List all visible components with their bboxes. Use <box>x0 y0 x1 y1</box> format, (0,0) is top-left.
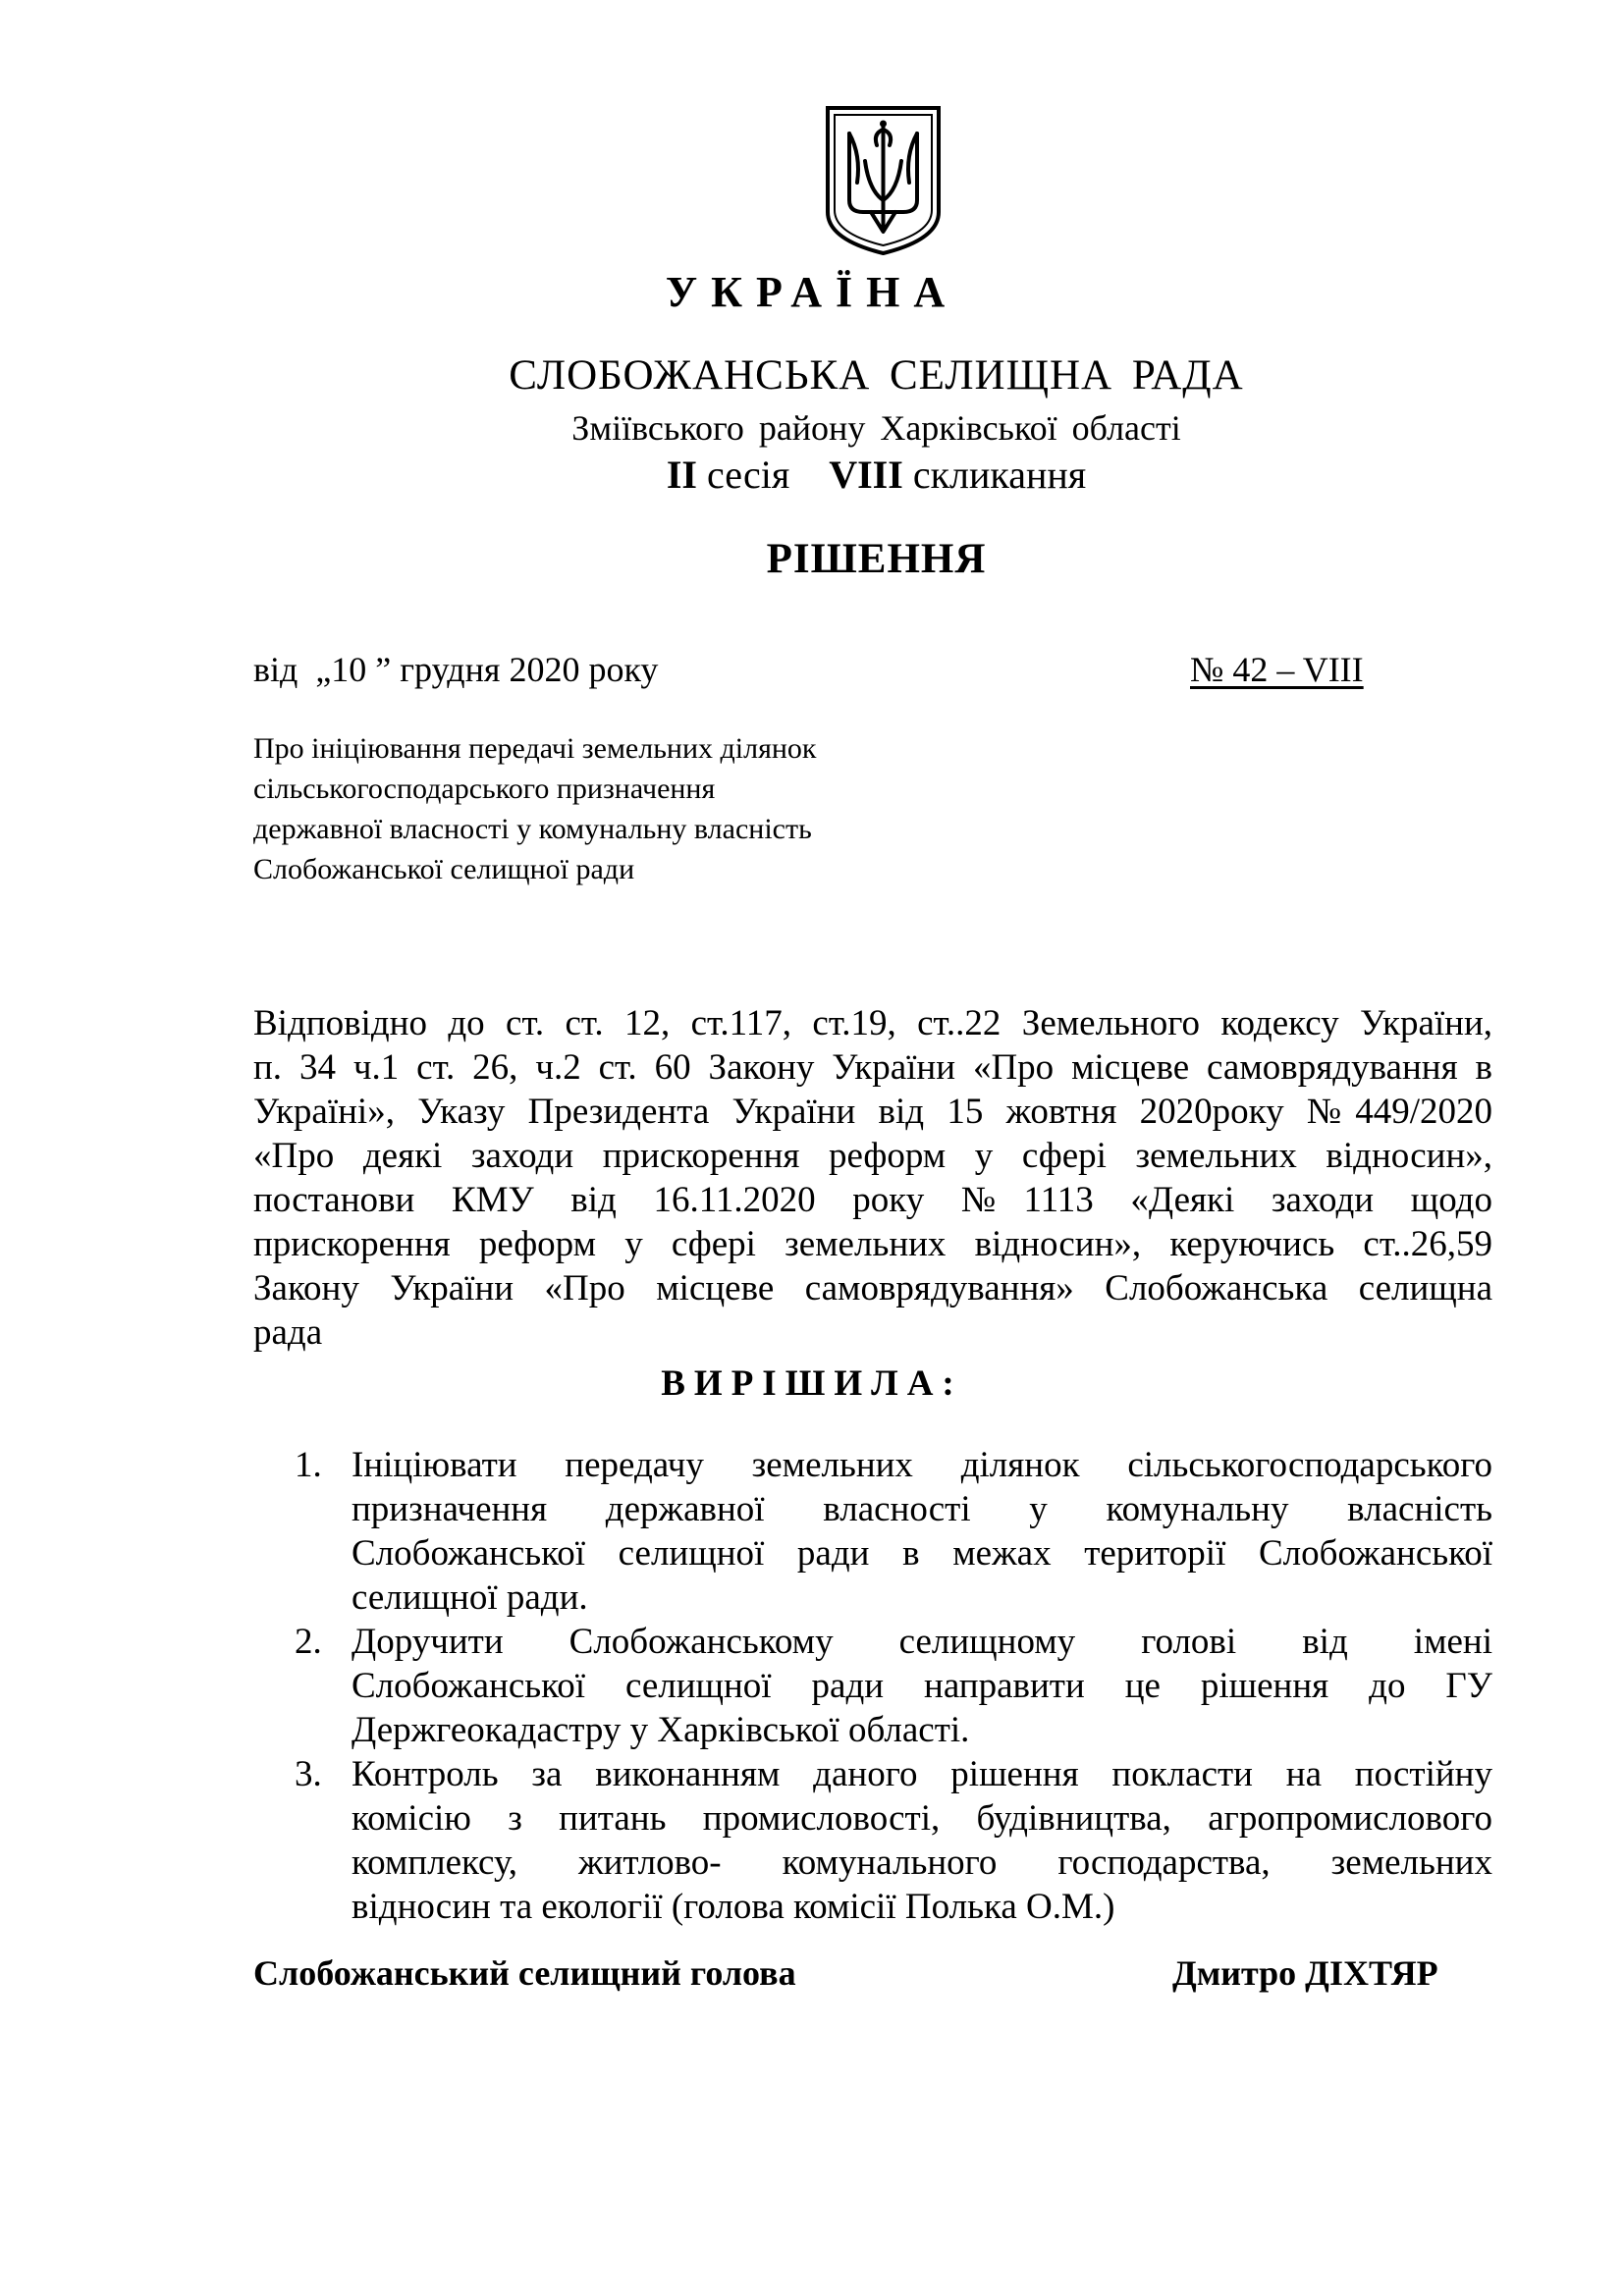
item-number: 3. <box>295 1754 322 1794</box>
signatory-position: Слобожанський селищний голова <box>253 1953 796 1993</box>
list-item <box>295 1620 1492 1752</box>
preamble-line: «Про деякі заходи прискорення реформ у сфері земельних відносин», <box>253 1136 1492 1176</box>
preamble-line: постанови КМУ від 16.11.2020 року №1113 «Деякі заходи щодо <box>253 1180 1492 1220</box>
district-region: Зміївського району Харківської області <box>571 408 1181 448</box>
convocation-number: VІІІ <box>829 453 903 497</box>
list-item <box>295 1443 1492 1620</box>
decision-subject <box>253 728 960 889</box>
convocation-label: скликання <box>902 453 1087 497</box>
item-line: комісію з питань промисловості, будівництва, агропромислового <box>352 1798 1492 1839</box>
preamble-paragraph <box>253 1001 1492 1355</box>
resolved-heading: ВИРІШИЛА: <box>661 1363 963 1404</box>
decision-items <box>295 1443 1492 1929</box>
item-line: Слобожанської селищної ради направити це рішення до ГУ <box>352 1666 1492 1706</box>
item-number: 1. <box>295 1445 322 1485</box>
list-item <box>295 1752 1492 1929</box>
item-line: комплексу, житлово- комунального господарства, земельних <box>352 1842 1492 1883</box>
decision-number: № 42 – VІІІ <box>1190 650 1364 689</box>
subject-line: Про ініціювання передачі земельних ділянок <box>253 732 817 765</box>
country-name: УКРАЇНА <box>665 268 959 316</box>
decision-title: РІШЕННЯ <box>766 536 987 582</box>
session-number: ІІ <box>666 453 697 497</box>
subject-line: державної власності у комунальну власність <box>253 813 812 845</box>
item-line: Доручити Слобожанському селищному голові від імені <box>352 1622 1492 1662</box>
session-line <box>0 450 1624 501</box>
item-line: Ініціювати передачу земельних ділянок сільськогосподарського <box>352 1445 1492 1485</box>
decision-date: від „10 ” грудня 2020 року <box>253 650 659 689</box>
item-line: відносин та екології (голова комісії Полька О.М.) <box>352 1887 1115 1927</box>
signatory-name: Дмитро ДІХТЯР <box>1172 1953 1438 1993</box>
preamble-line: Україні», Указу Президента України від 15 жовтня 2020року №449/2020 <box>253 1092 1492 1132</box>
item-line: Держгеокадастру у Харківської області. <box>352 1710 970 1750</box>
preamble-line: Закону України «Про місцеве самоврядування» Слобожанська селищна <box>253 1268 1492 1308</box>
coat-of-arms-icon <box>822 102 945 257</box>
item-line: Контроль за виконанням даного рішення покласти на постійну <box>352 1754 1492 1794</box>
preamble-line: рада <box>253 1312 323 1353</box>
item-line: селищної ради. <box>352 1577 588 1618</box>
preamble-line: Відповідно до ст. ст. 12, ст.117, ст.19, ст..22 Земельного кодексу України, <box>253 1003 1492 1043</box>
preamble-line: п. 34 ч.1 ст. 26, ч.2 ст. 60 Закону України «Про місцеве самоврядування в <box>253 1047 1492 1088</box>
subject-line: сільськогосподарського призначення <box>253 773 716 805</box>
subject-line: Слобожанської селищної ради <box>253 853 635 885</box>
preamble-line: прискорення реформ у сфері земельних відносин», керуючись ст..26,59 <box>253 1224 1492 1264</box>
council-name: СЛОБОЖАНСЬКА СЕЛИЩНА РАДА <box>509 352 1244 399</box>
item-line: Слобожанської селищної ради в межах території Слобожанської <box>352 1533 1492 1574</box>
item-number: 2. <box>295 1622 322 1662</box>
session-label: сесія <box>696 453 830 497</box>
item-line: призначення державної власності у комунальну власність <box>352 1489 1492 1529</box>
